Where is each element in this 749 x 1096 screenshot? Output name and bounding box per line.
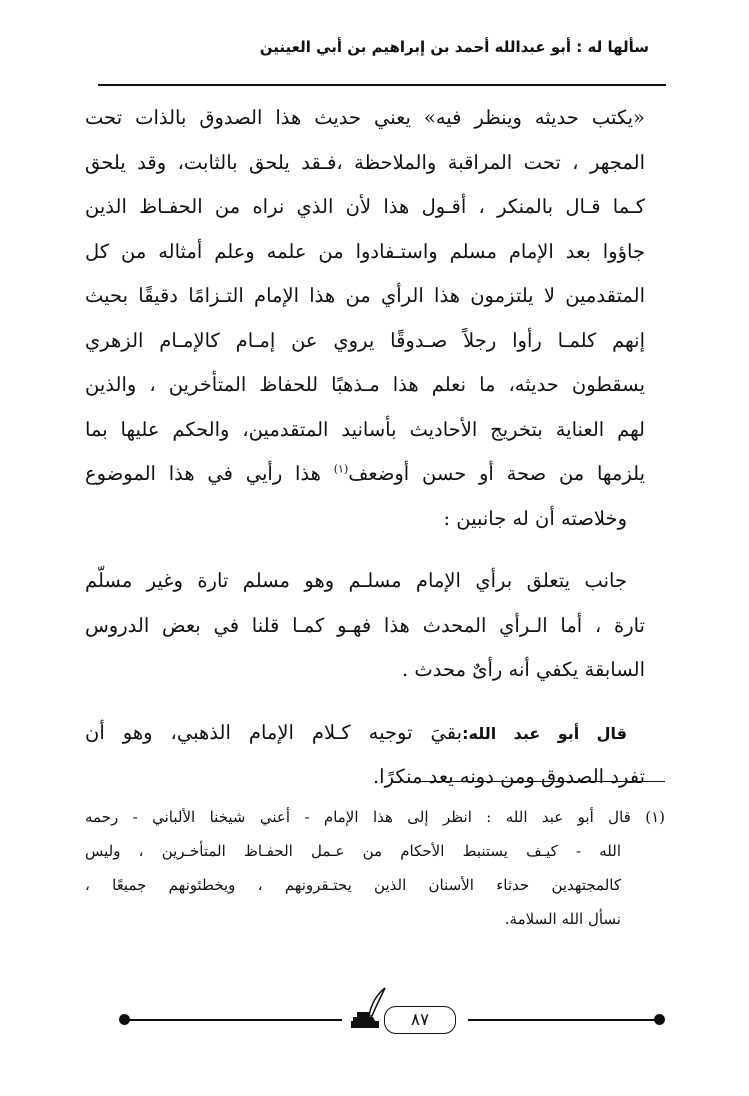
text-fragment: بقيَ توجيه كـلام الإمام الذهبي، وهو أن xyxy=(85,720,463,744)
text-line: جاؤوا بعد الإمام مسلم واستـفادوا من علمه وعلم أمثاله من كل xyxy=(85,239,645,263)
text-line: وخلاصته أن له جانبين : xyxy=(443,506,627,530)
footer-rule-left xyxy=(128,1019,342,1021)
inkwell-quill-icon xyxy=(345,986,387,1032)
text-line: تفرد الصدوق ومن دونه يعد منكرًا. xyxy=(372,765,645,788)
footnote-marker: (١) xyxy=(333,462,349,476)
speaker-label: قال أبو عبد الله: xyxy=(462,723,627,743)
page-number: ٨٧ xyxy=(384,1006,456,1034)
footnote-line: الله - كيـف يستنبط الأحكام من عـمل الحفـاظ المتأخـرين ، وليس xyxy=(85,842,621,860)
footnote-line: كالمجتهدين حدثاء الأسنان الذين يحتـقرونهم ، ويخطئونهم جميعًا ، xyxy=(85,876,621,894)
text-line: «يكتب حديثه وينظر فيه» يعني حديث هذا الصدوق بالذات تحت xyxy=(85,106,645,129)
text-line xyxy=(85,711,645,756)
text-line: تارة ، أما الـرأي المحدث هذا فهـو كمـا قلنا في بعض الدروس xyxy=(85,613,645,637)
text-line: إنهم كلمـا رأوا رجلاً صـدوقًا يروي عن إمـام كالإمـام الزهري xyxy=(85,328,645,352)
text-line: السابقة يكفي أنه رأىٌ محدث . xyxy=(402,658,645,681)
text-fragment: يلزمها من صحة أو حسن أوضعف xyxy=(348,462,646,485)
main-text xyxy=(85,96,645,800)
footnote-line: نسأل الله السلامة. xyxy=(504,910,621,928)
text-fragment: هذا رأيي في هذا الموضوع xyxy=(85,462,321,485)
text-line: يسقطون حديثه، ما نعلم هذا مـذهبًا للحفاظ المتأخرين ، والذين xyxy=(85,373,645,396)
footer-dot-right xyxy=(654,1014,665,1025)
footnote-block xyxy=(85,800,665,936)
footnote-line: (١) قال أبو عبد الله : انظر إلى هذا الإمام - أعني شيخنا الألباني - رحمه xyxy=(85,808,665,826)
text-line: المتقدمين لا يلتزمون هذا الرأي من هذا الإمام التـزامًا دقيقًا بحيث xyxy=(85,284,645,307)
footnote-rule xyxy=(419,781,665,782)
footer-rule-right xyxy=(468,1019,658,1021)
text-line-with-footnote xyxy=(85,452,645,497)
text-line: جانب يتعلق برأي الإمام مسلـم وهو مسلم تارة وغير مسلّم xyxy=(85,569,627,592)
text-line: كـما قـال بالمنكر ، أقـول هذا لأن الذي نراه من الحفـاظ الذين xyxy=(85,195,645,218)
text-line: المجهر ، تحت المراقبة والملاحظة ،فـقد يلحق بالثابت، وقد يلحق xyxy=(85,150,645,174)
text-line: لهم العناية بتخريج الأحاديث بأسانيد المتقدمين، والحكم عليها بما xyxy=(85,417,645,441)
header-rule xyxy=(98,84,666,86)
running-header: سألها له : أبو عبدالله أحمد بن إبراهيم بن أبي العينين xyxy=(259,38,649,56)
